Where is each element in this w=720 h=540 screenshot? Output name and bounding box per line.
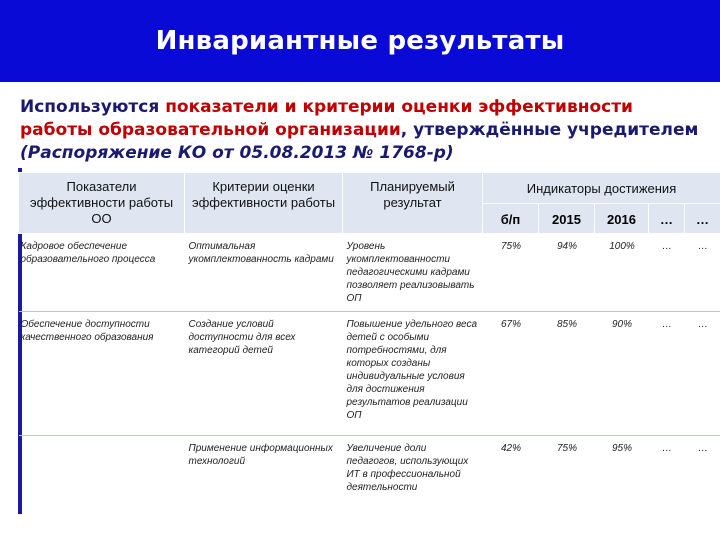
subheader-ellipsis-1: … xyxy=(649,204,685,234)
cell-value-ellipsis-2: … xyxy=(685,234,720,312)
intro-highlight: показатели и критерии оценки эффективности работы образовательной организации xyxy=(20,97,633,140)
cell-value-bp: 42% xyxy=(483,436,539,510)
cell-criterion: Применение информационных технологий xyxy=(185,436,343,510)
header-criteria-col: Критерии оценки эффективности работы xyxy=(185,173,343,234)
page-title: Инвариантные результаты xyxy=(155,26,565,56)
cell-value-2016: 95% xyxy=(595,436,649,510)
cell-value-ellipsis-2: … xyxy=(685,312,720,436)
cell-value-2015: 75% xyxy=(539,436,595,510)
cell-criterion: Создание условий доступности для всех категорий детей xyxy=(185,312,343,436)
subheader-2016: 2016 xyxy=(595,204,649,234)
cell-criterion: Оптимальная укомплектованность кадрами xyxy=(185,234,343,312)
intro-text-1: Используются xyxy=(20,97,166,117)
cell-result: Повышение удельного веса детей с особыми потребностями, для которых созданы индивидуальные условия для достижения результатов реализации ОП xyxy=(343,312,483,436)
table-row xyxy=(19,234,720,312)
intro-text-2: , утверждённые учредителем xyxy=(400,120,699,140)
cell-indicator xyxy=(19,436,185,510)
intro-order-reference: (Распоряжение КО от 05.08.2013 № 1768-р) xyxy=(20,143,454,163)
cell-indicator: Кадровое обеспечение образовательного процесса xyxy=(19,234,185,312)
table-row xyxy=(19,312,720,436)
cell-indicator: Обеспечение доступности качественного образования xyxy=(19,312,185,436)
cell-value-ellipsis-2: … xyxy=(685,436,720,510)
cell-value-2016: 90% xyxy=(595,312,649,436)
title-banner xyxy=(0,0,720,82)
subheader-ellipsis-2: … xyxy=(685,204,720,234)
table-row xyxy=(19,436,720,510)
subheader-2015: 2015 xyxy=(539,204,595,234)
cell-value-2015: 94% xyxy=(539,234,595,312)
cell-value-ellipsis-1: … xyxy=(649,312,685,436)
cell-result: Увеличение доли педагогов, использующих ИТ в профессиональной деятельности xyxy=(343,436,483,510)
indicators-table-container xyxy=(18,172,720,510)
cell-value-ellipsis-1: … xyxy=(649,234,685,312)
cell-value-ellipsis-1: … xyxy=(649,436,685,510)
cell-value-2015: 85% xyxy=(539,312,595,436)
header-planned-result-col: Планируемый результат xyxy=(343,173,483,234)
cell-value-bp: 75% xyxy=(483,234,539,312)
intro-paragraph xyxy=(20,96,710,165)
subheader-bp: б/п xyxy=(483,204,539,234)
cell-value-2016: 100% xyxy=(595,234,649,312)
indicators-table xyxy=(18,172,720,510)
header-indicators-col: Показатели эффективности работы ОО xyxy=(19,173,185,234)
header-achievement-indicators: Индикаторы достижения xyxy=(483,173,720,204)
cell-result: Уровень укомплектованности педагогическими кадрами позволяет реализовывать ОП xyxy=(343,234,483,312)
cell-value-bp: 67% xyxy=(483,312,539,436)
